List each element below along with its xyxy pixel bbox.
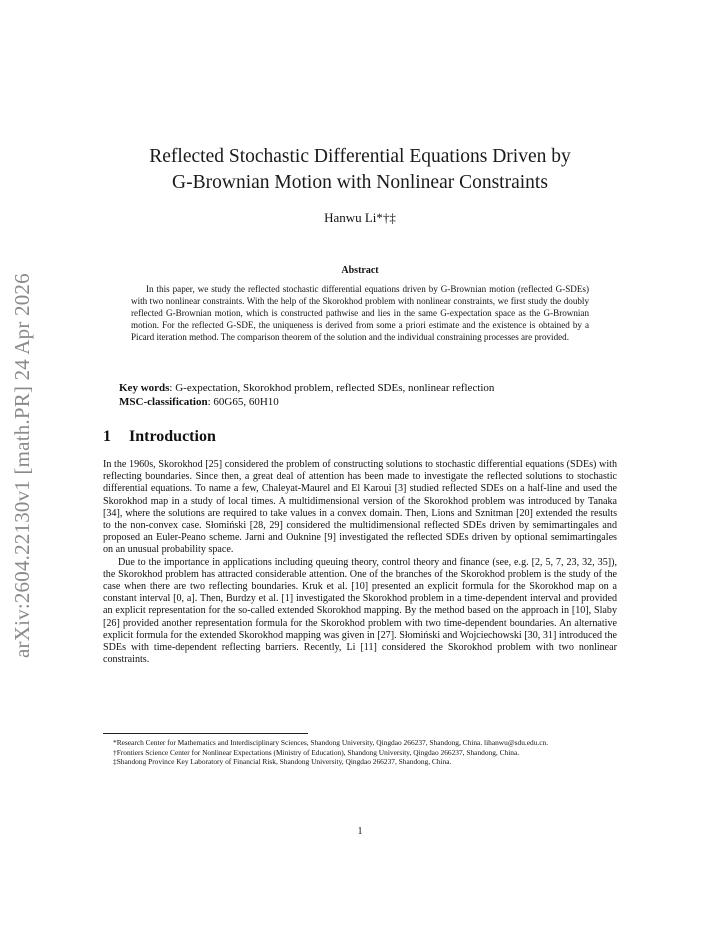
title-line-1: Reflected Stochastic Differential Equations Driven by	[149, 146, 571, 167]
abstract-heading: Abstract	[341, 265, 379, 276]
msc-text: : 60G65, 60H10	[207, 396, 279, 408]
abstract-text: In this paper, we study the reflected stochastic differential equations driven by G-Brownian motion (reflected G-SDEs) with two nonlinear constraints. With the help of the Skorokhod problem with nonlinear constraints, we first study the doubly reflected G-Brownian motion, which is constructed pathwise and lies in the same G-expectation space as the G-Brownian motion. For the reflected G-SDE, the uniqueness is derived from some a priori estimate and the existence is obtained by a Picard iteration method. The comparison theorem of the solution and the individual constraining processes are provided.	[131, 284, 589, 343]
msc-label: MSC-classification	[119, 396, 208, 408]
section-number: 1	[103, 428, 111, 445]
section-title: Introduction	[129, 428, 216, 445]
section-heading	[103, 428, 216, 446]
page-number: 1	[357, 826, 363, 837]
keywords-label: Key words	[119, 382, 170, 394]
paragraph: In the 1960s, Skorokhod [25] considered the problem of constructing solutions to stochastic differential equations (SDEs) with reflecting boundaries. Since then, a great deal of attention has been made to investigate the reflected solutions to stochastic differential equations. To name a few, Chaleyat-Maurel and El Karoui [3] studied reflected SDEs on a half-line and used the Skorokhod map in a study of local times. A multidimensional version of the Skorokhod problem was introduced by Tanaka [34], where the solutions are required to take values in a convex domain. Then, Lions and Sznitman [20] extended the results to the non-convex case. Słomiński [28, 29] considered the multidimensional reflected SDEs driven by semimartingales and proposed an Euler-Peano scheme. Jarni and Ouknine [9] investigated the reflected SDEs driven by optional semimartingales on an unusual probability space.	[103, 459, 617, 556]
footnote: †Frontiers Science Center for Nonlinear Expectations (Ministry of Education), Shandong University, Qingdao 266237, Shandong, China.	[113, 747, 520, 757]
footnotes	[103, 738, 617, 767]
msc-line	[119, 396, 619, 409]
paper-title	[100, 144, 620, 196]
paragraph: Due to the importance in applications including queuing theory, control theory and finance (see, e.g. [2, 5, 7, 23, 32, 35]), the Skorokhod problem has attracted considerable attention. One of the branches of the Skorokhod problem is the study of the case when there are two reflecting boundaries. Kruk et al. [10] presented an explicit formula for the Skorokhod map on a constant interval [0, a]. Then, Burdzy et al. [1] investigated the Skorokhod problem in a time-dependent interval and provided an explicit representation for the so-called extended Skorokhod mapping. By the method based on the approach in [10], Slaby [26] provided another representation formula for the Skorokhod problem with two time-dependent boundaries. An alternative explicit formula for the extended Skorokhod mapping was given in [27]. Słomiński and Wojciechowski [30, 31] introduced the SDEs with time-dependent reflecting barriers. Recently, Li [11] considered the Skorokhod problem with two nonlinear constraints.	[103, 556, 617, 666]
keywords-line	[119, 382, 619, 395]
keywords-text: : G-expectation, Skorokhod problem, reflected SDEs, nonlinear reflection	[169, 382, 495, 394]
footnote-rule	[103, 733, 308, 734]
footnote: ‡Shandong Province Key Laboratory of Financial Risk, Shandong University, Qingdao 266237, Shandong, China.	[113, 757, 452, 767]
arxiv-identifier: arXiv:2604.22130v1 [math.PR] 24 Apr 2026	[10, 273, 34, 658]
author: Hanwu Li*†‡	[324, 210, 396, 225]
footnote: *Research Center for Mathematics and Interdisciplinary Sciences, Shandong University, Qingdao 266237, Shandong, China. lihanwu@sdu.edu.cn.	[113, 738, 549, 747]
body-text	[103, 459, 617, 666]
title-line-2: G-Brownian Motion with Nonlinear Constraints	[172, 172, 548, 193]
